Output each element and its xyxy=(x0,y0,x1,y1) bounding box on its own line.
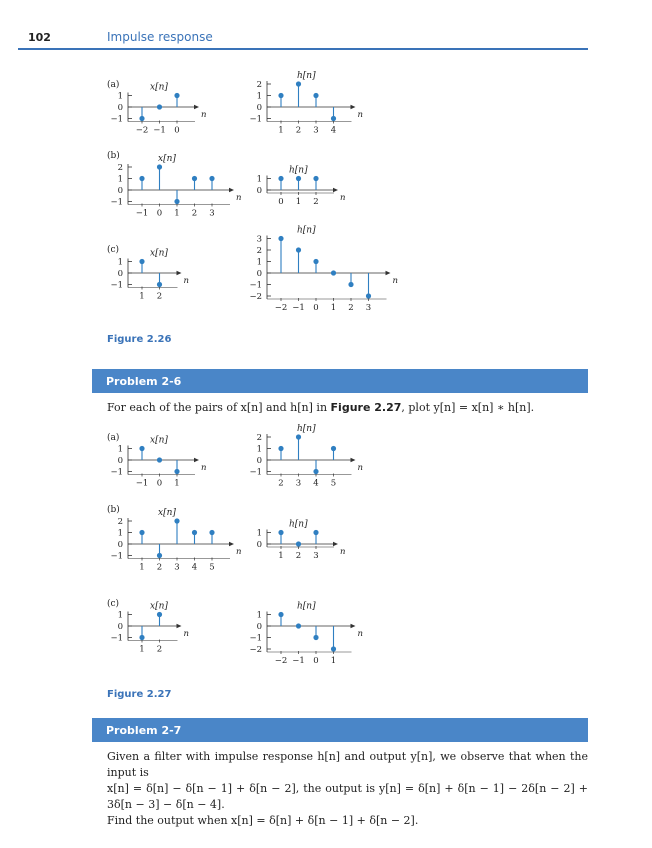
fig27-panel-0-h-y-tick-label: −1 xyxy=(249,467,262,478)
fig26-panel-0-x-title: x[n] xyxy=(150,82,168,93)
fig26-panel-2-h-stem-marker xyxy=(348,282,353,287)
fig26-panel-2-h-x-arrow-icon xyxy=(386,271,391,275)
figure-2-26-caption: Figure 2.26 xyxy=(107,334,172,345)
fig26-panel-2-x-stem-marker xyxy=(157,282,162,287)
fig26-panel-1-h-x-tick-label: 0 xyxy=(278,197,284,207)
fig27-panel-1-x-x-tick-label: 5 xyxy=(209,562,215,573)
fig26-panel-1-h-axis-n-label: n xyxy=(340,193,346,203)
fig27-panel-1-x-x-tick-label: 4 xyxy=(191,562,198,573)
fig27-panel-1-x-y-tick-label: 2 xyxy=(117,517,123,527)
fig27-panel-2-h-y-tick-label: −2 xyxy=(249,645,262,655)
fig26-panel-1-x-y-tick-label: 1 xyxy=(117,174,123,185)
page-number: 102 xyxy=(28,31,51,44)
fig27-panel-2-h-stem-marker xyxy=(313,635,318,640)
fig27-panel-0-h-stem-marker xyxy=(296,434,301,439)
fig26-panel-1-x-stem-marker xyxy=(192,176,197,181)
fig26-panel-1-x-stem-marker xyxy=(174,199,179,204)
fig27-panel-2-h-y-tick-label: 0 xyxy=(256,622,262,632)
fig27-panel-0-x-x-tick-label: 1 xyxy=(174,478,180,489)
fig26-panel-0-x-x-arrow-icon xyxy=(194,105,199,109)
fig26-panel-0-h-y-tick-label: 0 xyxy=(256,103,262,113)
fig26-panel-0-x-x-tick-label: −2 xyxy=(135,125,149,136)
problem-2-7-banner: Problem 2-7 xyxy=(92,718,588,742)
fig27-panel-1-h-x-tick-label: 1 xyxy=(278,551,284,561)
fig26-panel-2-h-stem-marker xyxy=(366,293,371,298)
fig26-panel-0-x-y-tick-label: 1 xyxy=(117,91,123,102)
problem-2-7-line-2: x[n] = δ[n] − δ[n − 1] + δ[n − 2], the output is y[n] = δ[n] + δ[n − 1] − 2δ[n − 2] + 3δ[n − 3] − δ[n − 4]. xyxy=(107,782,588,811)
fig27-panel-2-h-x-tick-label: 1 xyxy=(330,656,337,666)
problem-2-6-text xyxy=(107,400,588,416)
fig27-panel-2-x-y-tick-label: 1 xyxy=(117,610,123,621)
fig26-panel-1-x-x-tick-label: 2 xyxy=(191,208,198,219)
fig27-panel-2-h-y-tick-label: 1 xyxy=(256,610,262,621)
fig27-panel-0-x-x-tick-label: −1 xyxy=(135,478,149,489)
fig27-panel-0-h-x-tick-label: 3 xyxy=(295,478,302,489)
fig27-panel-1-x-title: x[n] xyxy=(158,508,176,518)
fig26-panel-1-x-x-tick-label: 0 xyxy=(156,208,163,219)
fig27-panel-2-x-x-tick-label: 2 xyxy=(156,644,163,655)
fig26-panel-0-h-x-arrow-icon xyxy=(351,105,356,109)
fig27-panel-2-h-title: h[n] xyxy=(297,601,316,612)
fig26-panel-1-h-stem-marker xyxy=(296,176,301,181)
fig27-panel-1-x-stem-marker xyxy=(157,553,162,558)
fig27-panel-0-h-axis-n-label: n xyxy=(357,463,363,473)
fig27-panel-0-x-axis-n-label: n xyxy=(201,463,207,473)
fig26-panel-0-x-stem-marker xyxy=(174,93,179,98)
fig27-panel-1-x-x-tick-label: 2 xyxy=(156,562,163,573)
fig27-panel-1-h-y-tick-label: 1 xyxy=(256,528,262,539)
fig27-panel-1-x-y-tick-label: 0 xyxy=(117,540,123,550)
fig27-panel-1-x-stem-marker xyxy=(209,530,214,535)
fig26-panel-1-x-x-tick-label: −1 xyxy=(135,208,149,219)
fig27-panel-1-x-axis-n-label: n xyxy=(236,547,242,557)
fig26-panel-1-x-axis-n-label: n xyxy=(236,193,242,203)
fig26-panel-2-h-stem-marker xyxy=(278,236,283,241)
fig27-panel-0-x-y-tick-label: 1 xyxy=(117,444,123,455)
fig27-panel-0-x-x-tick-label: 0 xyxy=(156,478,163,489)
fig26-panel-0-h-x-tick-label: 3 xyxy=(313,125,319,136)
fig26-panel-2-h-y-tick-label: 1 xyxy=(256,257,262,268)
fig27-panel-0-h-x-tick-label: 2 xyxy=(278,478,284,489)
fig26-panel-2-x-axis-n-label: n xyxy=(183,276,189,286)
problem-2-6-text-a: For each of the pairs of x[n] and h[n] in xyxy=(107,401,331,414)
fig26-panel-2-x-x-arrow-icon xyxy=(177,271,182,275)
fig26-panel-0-x-y-tick-label: −1 xyxy=(110,114,123,125)
fig27-panel-1-h-x-arrow-icon xyxy=(333,542,338,546)
fig27-panel-0-x-x-arrow-icon xyxy=(194,458,199,462)
fig27-panel-1-h-title: h[n] xyxy=(289,519,308,530)
fig27-panel-1-tag: (b) xyxy=(107,505,120,515)
fig27-panel-1-h-stem-marker xyxy=(278,530,283,535)
fig26-panel-1-x-y-tick-label: −1 xyxy=(110,197,123,208)
fig27-panel-1-h-y-tick-label: 0 xyxy=(256,540,262,550)
fig27-panel-0-h-y-tick-label: 2 xyxy=(256,433,262,443)
fig26-panel-2-x-stem-marker xyxy=(139,259,144,264)
fig27-panel-2-tag: (c) xyxy=(107,599,120,609)
fig26-panel-1-x-y-tick-label: 0 xyxy=(117,186,123,196)
figure-2-27-reference[interactable]: Figure 2.27 xyxy=(330,401,402,414)
fig26-panel-1-x-x-arrow-icon xyxy=(229,188,234,192)
fig27-panel-0-x-stem-marker xyxy=(139,446,144,451)
fig27-panel-2-x-y-tick-label: −1 xyxy=(110,633,123,644)
fig27-panel-0-tag: (a) xyxy=(107,433,120,443)
problem-2-7-line-3: Find the output when x[n] = δ[n] + δ[n − 1] + δ[n − 2]. xyxy=(107,814,419,827)
fig26-panel-1-x-x-tick-label: 1 xyxy=(174,208,180,219)
fig26-panel-2-h-stem-marker xyxy=(331,270,336,275)
fig26-panel-1-h-y-tick-label: 0 xyxy=(256,186,262,196)
fig26-panel-0-h-stem-marker xyxy=(296,81,301,86)
fig26-panel-2-h-x-tick-label: 3 xyxy=(365,303,372,313)
fig26-panel-1-x-stem-marker xyxy=(157,164,162,169)
fig26-panel-1-x-y-tick-label: 2 xyxy=(117,163,123,173)
fig27-panel-0-h-stem-marker xyxy=(331,446,336,451)
fig27-panel-0-x-title: x[n] xyxy=(150,435,168,446)
problem-2-7-line-1: Given a filter with impulse response h[n] and output y[n], we observe that when the input is xyxy=(107,750,588,779)
fig26-panel-0-h-stem-marker xyxy=(313,93,318,98)
fig27-panel-0-x-stem-marker xyxy=(174,469,179,474)
fig27-panel-2-h-y-tick-label: −1 xyxy=(249,633,262,644)
fig26-panel-0-h-axis-n-label: n xyxy=(357,110,363,120)
fig27-panel-1-h-stem-marker xyxy=(296,541,301,546)
fig26-panel-2-h-y-tick-label: 2 xyxy=(256,246,262,256)
fig27-panel-2-x-title: x[n] xyxy=(150,601,168,612)
fig27-panel-1-x-x-arrow-icon xyxy=(229,542,234,546)
fig27-panel-1-x-x-tick-label: 1 xyxy=(139,562,145,573)
fig26-panel-2-h-stem-marker xyxy=(313,259,318,264)
fig26-panel-2-x-x-tick-label: 2 xyxy=(156,291,163,302)
fig27-panel-1-x-stem-marker xyxy=(192,530,197,535)
fig27-panel-1-x-y-tick-label: 1 xyxy=(117,528,123,539)
fig27-panel-2-h-x-tick-label: 0 xyxy=(313,656,319,666)
fig26-panel-2-h-x-tick-label: −1 xyxy=(292,303,305,313)
fig27-panel-2-x-x-arrow-icon xyxy=(177,624,182,628)
problem-2-6-text-b: , plot y[n] = x[n] ∗ h[n]. xyxy=(401,401,535,414)
fig27-panel-0-h-stem-marker xyxy=(278,446,283,451)
fig26-panel-0-h-stem-marker xyxy=(278,93,283,98)
fig27-panel-1-x-stem-marker xyxy=(139,530,144,535)
figure-2-27-caption: Figure 2.27 xyxy=(107,689,172,700)
problem-2-6-banner: Problem 2-6 xyxy=(92,369,588,393)
fig26-panel-0-h-y-tick-label: −1 xyxy=(249,114,262,125)
fig27-panel-1-h-stem-marker xyxy=(313,530,318,535)
fig27-panel-0-h-y-tick-label: 1 xyxy=(256,444,262,455)
fig26-panel-2-x-y-tick-label: 1 xyxy=(117,257,123,268)
fig26-panel-1-tag: (b) xyxy=(107,151,120,161)
fig27-panel-1-x-y-tick-label: −1 xyxy=(110,551,123,562)
fig26-panel-0-x-x-tick-label: 0 xyxy=(174,125,180,136)
fig26-panel-2-h-axis-n-label: n xyxy=(392,276,398,286)
fig26-panel-1-h-stem-marker xyxy=(313,176,318,181)
problem-2-7-text xyxy=(107,749,588,829)
fig26-panel-1-x-x-tick-label: 3 xyxy=(209,208,215,219)
fig26-panel-0-h-title: h[n] xyxy=(297,71,316,81)
fig26-panel-0-x-axis-n-label: n xyxy=(201,110,207,120)
fig27-panel-2-h-x-tick-label: −1 xyxy=(292,656,305,666)
fig26-panel-2-x-y-tick-label: 0 xyxy=(117,269,123,279)
fig26-panel-2-x-y-tick-label: −1 xyxy=(110,280,123,291)
fig26-panel-2-h-stem-marker xyxy=(296,247,301,252)
fig26-panel-2-h-y-tick-label: −1 xyxy=(249,280,262,291)
fig26-panel-0-h-y-tick-label: 2 xyxy=(256,80,262,90)
fig26-panel-1-x-stem-marker xyxy=(139,176,144,181)
fig27-panel-2-h-stem-marker xyxy=(278,612,283,617)
fig26-panel-1-h-title: h[n] xyxy=(289,165,308,176)
fig26-panel-2-h-y-tick-label: 0 xyxy=(256,269,262,279)
fig27-panel-2-x-y-tick-label: 0 xyxy=(117,622,123,632)
fig26-panel-2-h-x-tick-label: −2 xyxy=(274,303,288,313)
fig27-panel-0-h-title: h[n] xyxy=(297,424,316,434)
fig27-panel-2-x-axis-n-label: n xyxy=(183,629,189,639)
fig27-panel-2-x-x-tick-label: 1 xyxy=(139,644,145,655)
fig26-panel-2-h-y-tick-label: 3 xyxy=(256,234,262,245)
fig27-panel-0-h-x-tick-label: 4 xyxy=(313,478,319,489)
running-title: Impulse response xyxy=(107,30,213,44)
fig27-panel-2-x-stem-marker xyxy=(139,635,144,640)
fig26-panel-1-h-x-tick-label: 2 xyxy=(313,197,319,207)
fig27-panel-0-h-stem-marker xyxy=(313,469,318,474)
fig26-panel-0-x-y-tick-label: 0 xyxy=(117,103,123,113)
fig26-panel-1-h-x-tick-label: 1 xyxy=(295,197,302,207)
fig27-panel-2-h-x-tick-label: −2 xyxy=(274,656,288,666)
fig26-panel-2-h-title: h[n] xyxy=(297,225,316,236)
fig27-panel-2-h-stem-marker xyxy=(296,623,301,628)
fig26-panel-1-h-y-tick-label: 1 xyxy=(256,174,262,185)
fig27-panel-2-h-stem-marker xyxy=(331,646,336,651)
fig27-panel-2-h-x-arrow-icon xyxy=(351,624,356,628)
fig26-panel-1-h-stem-marker xyxy=(278,176,283,181)
fig27-panel-0-h-x-arrow-icon xyxy=(351,458,356,462)
fig26-panel-0-x-stem-marker xyxy=(157,104,162,109)
fig26-panel-2-h-y-tick-label: −2 xyxy=(249,292,262,302)
fig26-panel-2-x-title: x[n] xyxy=(150,248,168,259)
fig26-panel-0-h-stem-marker xyxy=(331,116,336,121)
fig27-panel-1-h-axis-n-label: n xyxy=(340,547,346,557)
fig26-panel-1-h-x-arrow-icon xyxy=(333,188,338,192)
fig26-panel-2-h-x-tick-label: 0 xyxy=(313,303,319,313)
fig26-panel-2-tag: (c) xyxy=(107,245,120,255)
fig27-panel-1-x-x-tick-label: 3 xyxy=(174,562,180,573)
fig27-panel-0-h-y-tick-label: 0 xyxy=(256,456,262,466)
fig26-panel-1-x-title: x[n] xyxy=(158,154,176,164)
fig27-panel-0-x-y-tick-label: 0 xyxy=(117,456,123,466)
fig27-panel-2-h-axis-n-label: n xyxy=(357,629,363,639)
fig26-panel-0-h-x-tick-label: 2 xyxy=(295,125,302,136)
fig26-panel-2-x-x-tick-label: 1 xyxy=(139,291,145,302)
fig26-panel-0-h-y-tick-label: 1 xyxy=(256,91,262,102)
fig26-panel-0-x-stem-marker xyxy=(139,116,144,121)
fig27-panel-0-h-x-tick-label: 5 xyxy=(330,478,337,489)
fig26-panel-0-h-x-tick-label: 1 xyxy=(278,125,284,136)
fig26-panel-1-x-stem-marker xyxy=(209,176,214,181)
fig27-panel-1-x-stem-marker xyxy=(174,518,179,523)
fig27-panel-0-x-stem-marker xyxy=(157,457,162,462)
fig26-panel-2-h-x-tick-label: 2 xyxy=(348,303,354,313)
fig27-panel-2-x-stem-marker xyxy=(157,612,162,617)
fig27-panel-0-x-y-tick-label: −1 xyxy=(110,467,123,478)
fig26-panel-0-tag: (a) xyxy=(107,80,120,90)
fig26-panel-2-h-x-tick-label: 1 xyxy=(330,303,337,313)
fig27-panel-1-h-x-tick-label: 2 xyxy=(295,551,302,561)
fig27-panel-1-h-x-tick-label: 3 xyxy=(313,551,319,561)
fig26-panel-0-h-x-tick-label: 4 xyxy=(330,125,337,136)
fig26-panel-0-x-x-tick-label: −1 xyxy=(153,125,166,136)
